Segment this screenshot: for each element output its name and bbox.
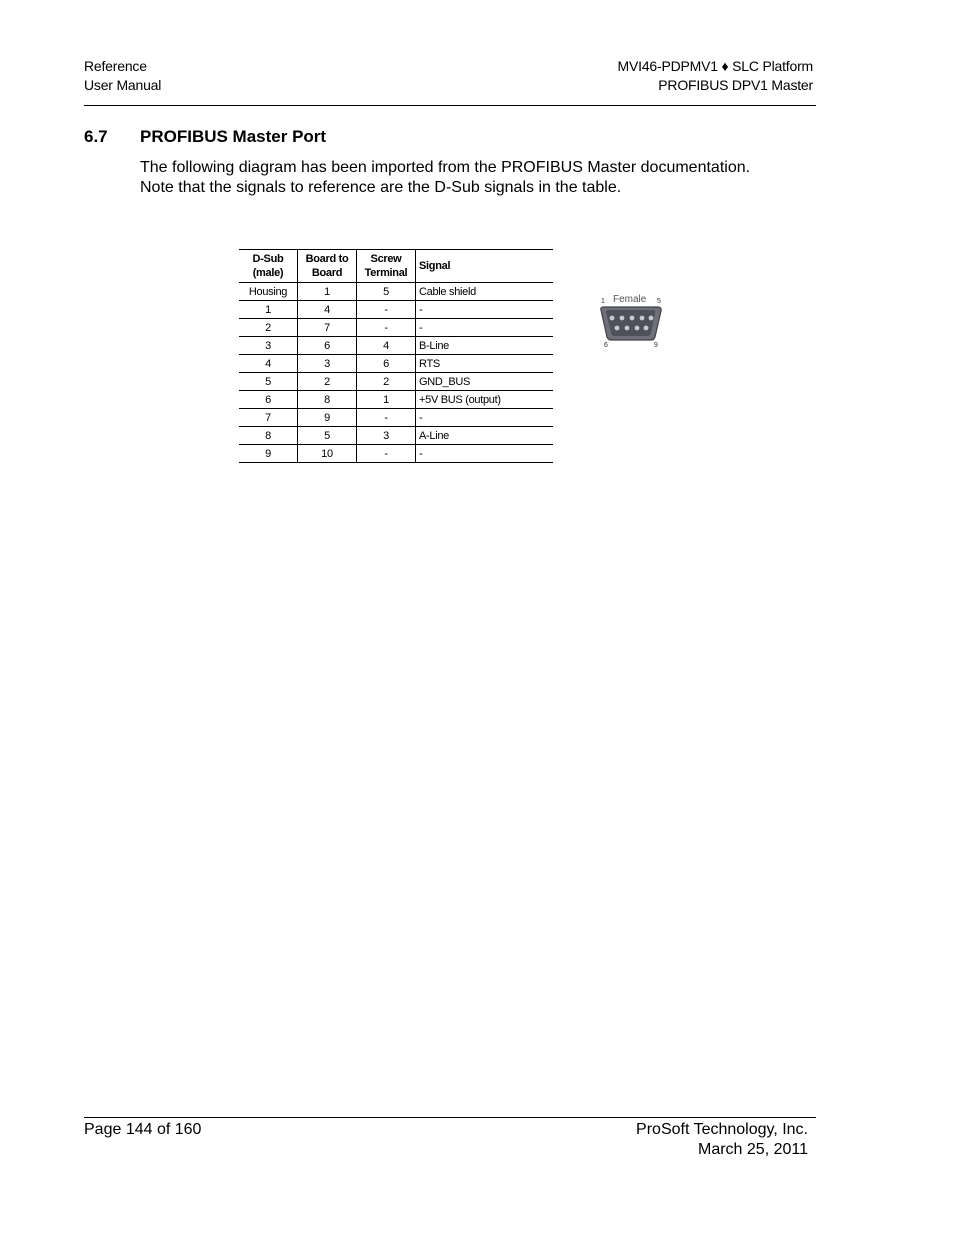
dsub-female-connector-icon <box>595 291 669 351</box>
table-row <box>239 445 553 463</box>
section-body-paragraph: The following diagram has been imported from the PROFIBUS Master documentation. Note that the signals to reference are the D-Sub signals in the table. <box>140 159 751 196</box>
connector-label: Female <box>613 294 647 305</box>
cell-board: 1 <box>298 283 357 301</box>
pinout-table <box>239 249 553 463</box>
cell-screw: - <box>357 445 416 463</box>
cell-screw: 3 <box>357 427 416 445</box>
header-product: MVI46-PDPMV1 ♦ SLC Platform <box>617 58 813 74</box>
column-header-board-to-board: Board to Board <box>298 250 357 283</box>
connector-face <box>606 310 655 336</box>
cell-dsub: Housing <box>239 283 298 301</box>
footer-divider <box>84 1117 816 1118</box>
pin-label-9: 9 <box>654 342 658 349</box>
cell-signal: RTS <box>416 355 554 373</box>
column-header-dsub: D-Sub (male) <box>239 250 298 283</box>
cell-board: 3 <box>298 355 357 373</box>
cell-signal: - <box>416 301 554 319</box>
table-row <box>239 319 553 337</box>
cell-board: 4 <box>298 301 357 319</box>
cell-screw: 4 <box>357 337 416 355</box>
cell-screw: 6 <box>357 355 416 373</box>
cell-dsub: 7 <box>239 409 298 427</box>
cell-screw: - <box>357 319 416 337</box>
footer-right <box>636 1120 808 1159</box>
table-row <box>239 391 553 409</box>
header-left <box>84 57 161 95</box>
table-row <box>239 283 553 301</box>
table-row <box>239 409 553 427</box>
cell-dsub: 9 <box>239 445 298 463</box>
column-header-screw-terminal: Screw Terminal <box>357 250 416 283</box>
section-title: PROFIBUS Master Port <box>140 127 327 146</box>
header-product-subtitle: PROFIBUS DPV1 Master <box>658 77 813 93</box>
cell-board: 7 <box>298 319 357 337</box>
cell-signal: A-Line <box>416 427 554 445</box>
cell-screw: 1 <box>357 391 416 409</box>
cell-dsub: 5 <box>239 373 298 391</box>
cell-board: 10 <box>298 445 357 463</box>
pin-label-6: 6 <box>604 342 608 349</box>
footer-page-number: Page 144 of 160 <box>84 1121 202 1138</box>
header-divider <box>84 105 816 106</box>
cell-dsub: 2 <box>239 319 298 337</box>
header-right <box>618 57 813 95</box>
column-header-signal: Signal <box>416 250 554 283</box>
pinout-header-row <box>239 250 553 283</box>
table-row <box>239 337 553 355</box>
cell-signal: +5V BUS (output) <box>416 391 554 409</box>
pin-label-5: 5 <box>657 298 661 305</box>
cell-signal: B-Line <box>416 337 554 355</box>
header-manual-type: User Manual <box>84 77 162 93</box>
cell-board: 8 <box>298 391 357 409</box>
cell-screw: - <box>357 409 416 427</box>
footer-date: March 25, 2011 <box>698 1140 808 1158</box>
table-row <box>239 373 553 391</box>
cell-screw: - <box>357 301 416 319</box>
header-chapter: Reference <box>84 58 147 74</box>
cell-board: 5 <box>298 427 357 445</box>
cell-board: 2 <box>298 373 357 391</box>
table-row <box>239 355 553 373</box>
cell-dsub: 6 <box>239 391 298 409</box>
cell-signal: GND_BUS <box>416 373 554 391</box>
cell-signal: - <box>416 445 554 463</box>
pin-label-1: 1 <box>601 298 605 305</box>
footer-company: ProSoft Technology, Inc. <box>636 1121 808 1138</box>
section-number: 6.7 <box>84 127 108 146</box>
table-row <box>239 301 553 319</box>
cell-dsub: 8 <box>239 427 298 445</box>
cell-signal: - <box>416 409 554 427</box>
cell-screw: 5 <box>357 283 416 301</box>
cell-screw: 2 <box>357 373 416 391</box>
cell-board: 9 <box>298 409 357 427</box>
cell-dsub: 4 <box>239 355 298 373</box>
table-row <box>239 427 553 445</box>
cell-dsub: 3 <box>239 337 298 355</box>
cell-dsub: 1 <box>239 301 298 319</box>
cell-signal: Cable shield <box>416 283 554 301</box>
cell-board: 6 <box>298 337 357 355</box>
cell-signal: - <box>416 319 554 337</box>
